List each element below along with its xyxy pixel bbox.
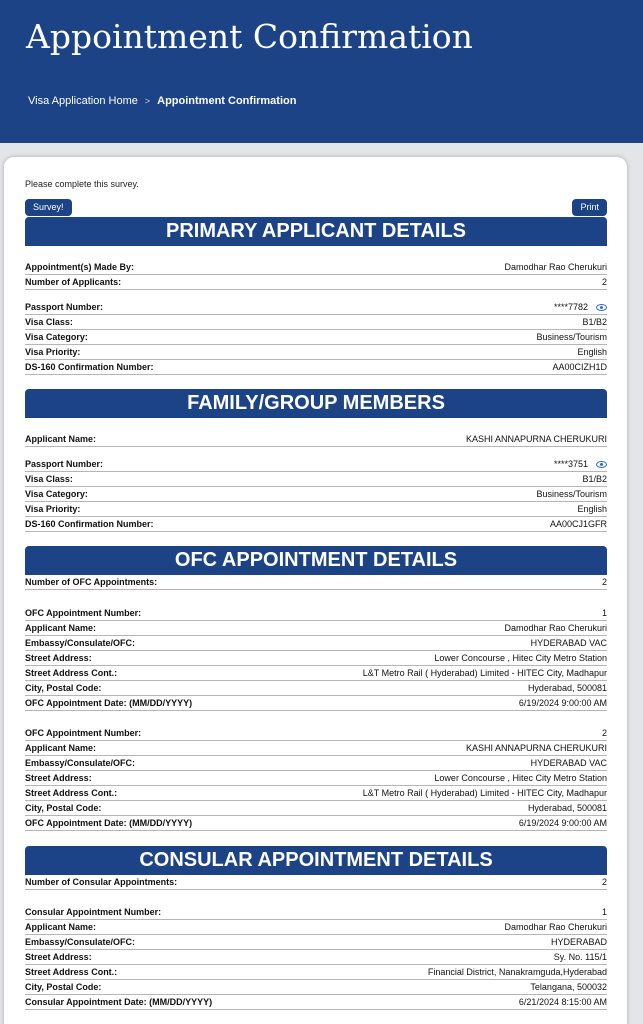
eye-icon[interactable] <box>596 461 607 468</box>
detail-row: Applicant Name: Damodhar Rao Cherukuri <box>25 920 607 935</box>
detail-row: Visa Category: Business/Tourism <box>25 330 607 345</box>
detail-row: Street Address: Sy. No. 115/1 <box>25 950 607 965</box>
detail-row: Street Address Cont.: L&T Metro Rail ( Hyderabad) Limited - HITEC City, Madhapur <box>25 666 607 681</box>
passport-number-value: ****3751 <box>553 459 588 469</box>
detail-row: Visa Category: Business/Tourism <box>25 487 607 502</box>
detail-row: Passport Number: ****7782 <box>25 295 607 315</box>
detail-row: Visa Class: B1/B2 <box>25 315 607 330</box>
detail-row: DS-160 Confirmation Number: AA00CIZH1D <box>25 360 607 375</box>
detail-row: Visa Priority: English <box>25 345 607 360</box>
detail-row: Appointment(s) Made By: Damodhar Rao Cherukuri <box>25 260 607 275</box>
detail-row: Street Address Cont.: L&T Metro Rail ( Hyderabad) Limited - HITEC City, Madhapur <box>25 786 607 801</box>
passport-number-value: ****7782 <box>553 302 588 312</box>
detail-row: Applicant Name: KASHI ANNAPURNA CHERUKURI <box>25 432 607 447</box>
detail-row: City, Postal Code: Hyderabad, 500081 <box>25 681 607 696</box>
breadcrumb-separator: > <box>144 96 151 106</box>
detail-row: Street Address Cont.: Financial District, Nanakramguda,Hyderabad <box>25 965 607 980</box>
detail-row: OFC Appointment Date: (MM/DD/YYYY) 6/19/2024 9:00:00 AM <box>25 696 607 711</box>
detail-row: OFC Appointment Number: 1 <box>25 606 607 621</box>
ofc-appointment-heading: OFC APPOINTMENT DETAILS <box>25 546 607 575</box>
page-header <box>0 0 643 143</box>
survey-prompt: Please complete this survey. <box>25 179 139 189</box>
breadcrumb-current: Appointment Confirmation <box>157 95 297 107</box>
breadcrumb <box>28 95 296 107</box>
confirmation-card <box>4 157 627 1024</box>
detail-row: Embassy/Consulate/OFC: HYDERABAD <box>25 935 607 950</box>
detail-row: Number of Applicants: 2 <box>25 275 607 290</box>
breadcrumb-home-link[interactable]: Visa Application Home <box>28 95 138 107</box>
eye-icon[interactable] <box>596 304 607 311</box>
detail-row: Passport Number: ****3751 <box>25 452 607 472</box>
detail-row: Applicant Name: Damodhar Rao Cherukuri <box>25 621 607 636</box>
detail-row: City, Postal Code: Telangana, 500032 <box>25 980 607 995</box>
detail-row: DS-160 Confirmation Number: AA00CJ1GFR <box>25 517 607 532</box>
detail-row: Street Address: Lower Concourse , Hitec City Metro Station <box>25 771 607 786</box>
detail-row: OFC Appointment Date: (MM/DD/YYYY) 6/19/2024 9:00:00 AM <box>25 816 607 831</box>
detail-row: Visa Class: B1/B2 <box>25 472 607 487</box>
print-button[interactable]: Print <box>572 199 607 216</box>
detail-row: Consular Appointment Date: (MM/DD/YYYY) 6/21/2024 8:15:00 AM <box>25 995 607 1010</box>
detail-row: Consular Appointment Number: 1 <box>25 905 607 920</box>
detail-row: Number of Consular Appointments: 2 <box>25 875 607 890</box>
detail-row: Applicant Name: KASHI ANNAPURNA CHERUKURI <box>25 741 607 756</box>
detail-row: Visa Priority: English <box>25 502 607 517</box>
detail-row: Street Address: Lower Concourse , Hitec City Metro Station <box>25 651 607 666</box>
primary-applicant-heading: PRIMARY APPLICANT DETAILS <box>25 217 607 246</box>
survey-button[interactable]: Survey! <box>25 199 72 216</box>
detail-row: Number of OFC Appointments: 2 <box>25 575 607 590</box>
consular-appointment-heading: CONSULAR APPOINTMENT DETAILS <box>25 846 607 875</box>
detail-row: OFC Appointment Number: 2 <box>25 726 607 741</box>
family-members-heading: FAMILY/GROUP MEMBERS <box>25 389 607 418</box>
page-title: Appointment Confirmation <box>26 17 473 56</box>
detail-row: City, Postal Code: Hyderabad, 500081 <box>25 801 607 816</box>
detail-row: Embassy/Consulate/OFC: HYDERABAD VAC <box>25 636 607 651</box>
detail-row: Embassy/Consulate/OFC: HYDERABAD VAC <box>25 756 607 771</box>
